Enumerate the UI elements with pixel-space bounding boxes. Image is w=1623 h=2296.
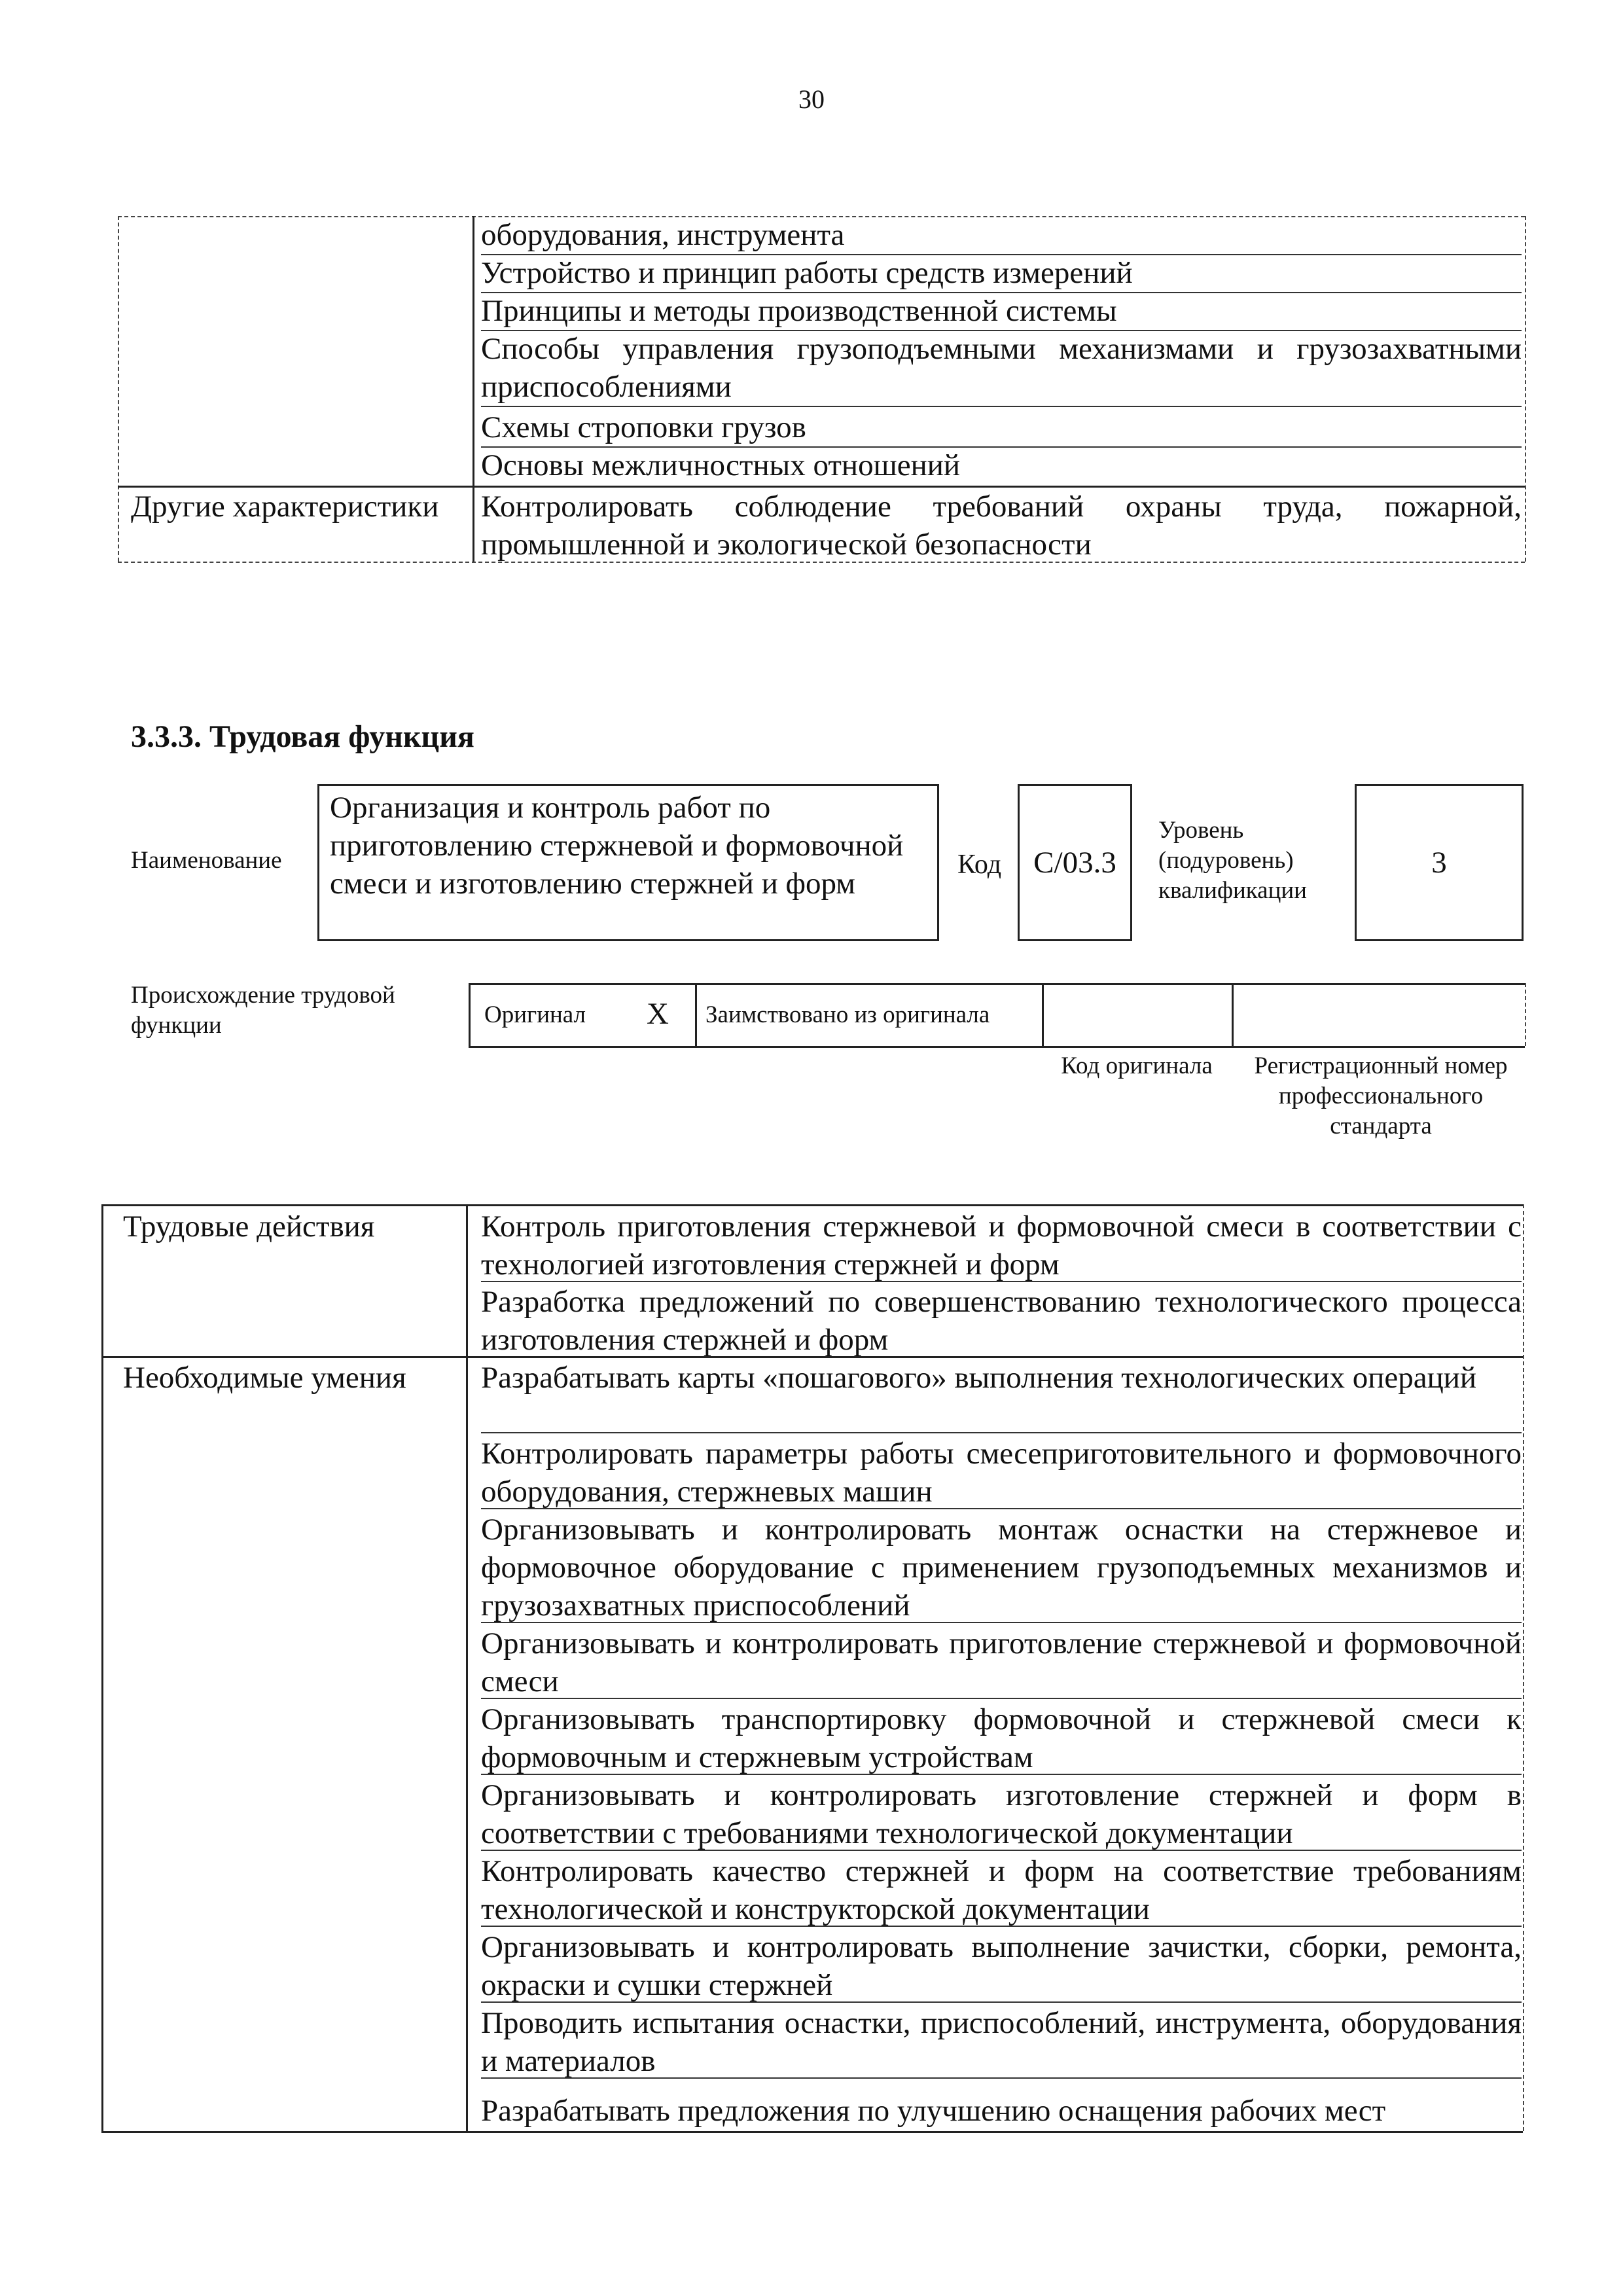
top-table-left-border xyxy=(118,216,119,562)
function-name-value: Организация и контроль работ по приготовлению стержневой и формовочной смеси и изготовлению стержней и форм xyxy=(330,791,904,901)
action-item: Контроль приготовления стержневой и формовочной смеси в соответствии с технологией изготовления стержней и форм xyxy=(481,1208,1522,1282)
origin-bottom-border xyxy=(469,1046,1525,1048)
skills-label: Необходимые умения xyxy=(123,1361,406,1395)
code-box xyxy=(1018,784,1132,941)
code-original-caption: Код оригинала xyxy=(1061,1052,1213,1079)
knowledge-item: Устройство и принцип работы средств измерений xyxy=(481,254,1522,293)
original-label: Оригинал xyxy=(484,1001,586,1028)
action-item: Разработка предложений по совершенствованию технологического процесса изготовления стержней и форм xyxy=(481,1285,1522,1357)
other-characteristics-text: Контролировать соблюдение требований охраны труда, пожарной, промышленной и экологической безопасности xyxy=(481,490,1522,562)
level-box xyxy=(1355,784,1524,941)
skill-item: Организовывать и контролировать выполнение зачистки, сборки, ремонта, окраски и сушки стержней xyxy=(481,1928,1522,2003)
level-value: 3 xyxy=(1431,846,1447,880)
skill-item: Разрабатывать предложения по улучшению оснащения рабочих мест xyxy=(481,2094,1386,2128)
code-value: C/03.3 xyxy=(1033,846,1116,880)
top-table-mid-border xyxy=(473,216,474,562)
other-characteristics-label: Другие характеристики xyxy=(131,490,439,524)
section-title: 3.3.3. Трудовая функция xyxy=(131,719,474,754)
origin-left-border xyxy=(469,983,471,1046)
skill-item: Проводить испытания оснастки, приспособлений, инструмента, оборудования и материалов xyxy=(481,2004,1522,2079)
original-mark: X xyxy=(647,997,669,1031)
function-name-box xyxy=(317,784,939,941)
main-table-left-border xyxy=(101,1204,103,2131)
origin-right-border xyxy=(1525,983,1526,1046)
knowledge-item: Принципы и методы производственной системы xyxy=(481,292,1522,331)
skill-item: Контролировать качество стержней и форм на соответствие требованиям технологической и конструкторской документации xyxy=(481,1852,1522,1927)
level-label: Уровень (подуровень) квалификации xyxy=(1158,817,1307,904)
main-table-top-border xyxy=(101,1204,1523,1206)
knowledge-item: Схемы строповки грузов xyxy=(481,408,1522,448)
borrowed-label: Заимствовано из оригинала xyxy=(705,1001,990,1028)
code-label: Код xyxy=(957,850,1002,880)
knowledge-item: оборудования, инструмента xyxy=(481,216,1522,255)
main-table-bottom-border xyxy=(101,2131,1523,2133)
knowledge-item: Основы межличностных отношений xyxy=(481,448,961,482)
main-table-mid-border xyxy=(466,1204,468,2131)
skill-item: Организовывать транспортировку формовочной и стержневой смеси к формовочным и стержневым устройствам xyxy=(481,1700,1522,1775)
reg-number-caption: Регистрационный номер профессионального стандарта xyxy=(1254,1052,1508,1139)
knowledge-item: Способы управления грузоподъемными механизмами и грузозахватными приспособлениями xyxy=(481,330,1522,407)
page-number: 30 xyxy=(798,84,825,114)
main-table-right-border xyxy=(1523,1204,1524,2131)
actions-label: Трудовые действия xyxy=(123,1210,375,1244)
origin-top-border xyxy=(469,983,1525,985)
skill-item: Разрабатывать карты «пошагового» выполнения технологических операций xyxy=(481,1359,1522,1433)
origin-divider xyxy=(695,983,697,1046)
origin-divider xyxy=(1232,983,1234,1046)
skill-item: Организовывать и контролировать монтаж оснастки на стержневое и формовочное оборудование с применением грузоподъемных механизмов и грузозахватных приспособлений xyxy=(481,1511,1522,1623)
origin-label: Происхождение трудовой функции xyxy=(131,982,395,1039)
origin-divider xyxy=(1042,983,1044,1046)
skill-item: Организовывать и контролировать приготовление стержневой и формовочной смеси xyxy=(481,1624,1522,1699)
skill-item: Контролировать параметры работы смесеприготовительного и формовочного оборудования, стержневых машин xyxy=(481,1435,1522,1509)
skill-item: Организовывать и контролировать изготовление стержней и форм в соответствии с требованиями технологической документации xyxy=(481,1776,1522,1851)
name-label: Наименование xyxy=(131,847,282,874)
top-table-right-border xyxy=(1525,216,1526,562)
